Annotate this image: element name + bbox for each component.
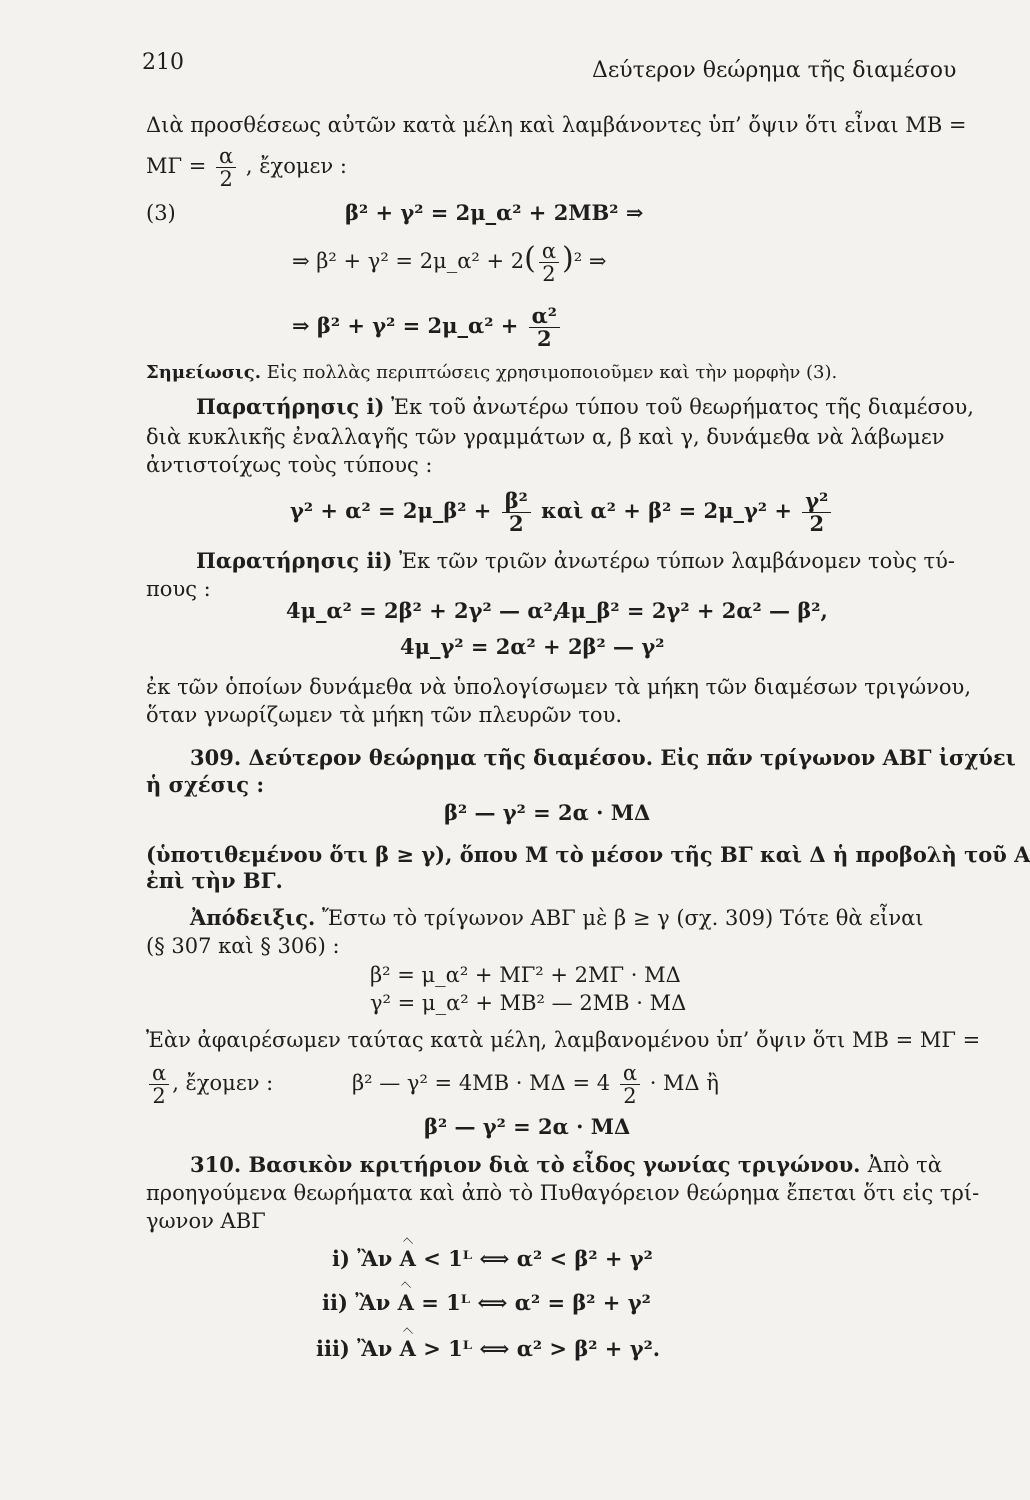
page-number: 210 bbox=[142, 50, 184, 75]
criterion-1: i) Ἂν Α < 1ᴸ ⟺ α² < β² + γ² bbox=[332, 1246, 653, 1271]
section-310-line-2: προηγούμενα θεωρήματα καὶ ἀπὸ τὸ Πυθαγόρειον θεώρημα ἔπεται ὅτι εἰς τρί- bbox=[146, 1181, 980, 1205]
section-309-line-2: ἡ σχέσις : bbox=[146, 772, 265, 797]
section-309-formula: β² — γ² = 2α · ΜΔ bbox=[444, 800, 651, 825]
angle-hat: Α bbox=[399, 1246, 416, 1271]
remark2-line-1: Παρατήρησις ii) Ἐκ τῶν τριῶν ἀνωτέρω τύπων λαμβάνομεν τοὺς τύ- bbox=[196, 548, 955, 573]
intro-line-2-suffix: , ἔχομεν : bbox=[245, 154, 347, 178]
eq3-row-2: ⇒ β² + γ² = 2μ_α² + 2( $\frac{\alpha}{2}$ )² ⇒ bbox=[292, 239, 607, 286]
remark2-line-2: πους : bbox=[146, 577, 211, 601]
note-title: Σημείωσις. bbox=[146, 362, 261, 383]
intro-line-1: Διὰ προσθέσεως αὐτῶν κατὰ μέλη καὶ λαμβάνοντες ὑπ’ ὄψιν ὅτι εἶναι ΜΒ = bbox=[146, 113, 967, 137]
proof-line-1: Ἀπόδειξις. Ἔστω τὸ τρίγωνον ΑΒΓ μὲ β ≥ γ (σχ. 309) Τότε θὰ εἶναι bbox=[190, 905, 924, 930]
eq3-row-3: ⇒ β² + γ² = 2μ_α² + $\frac{\text{α²}}{2}$ bbox=[292, 305, 563, 350]
remark1-line-1: Παρατήρησις i) Ἐκ τοῦ ἀνωτέρω τύπου τοῦ θεωρήματος τῆς διαμέσου, bbox=[196, 394, 974, 419]
remark2-line-4: ὅταν γνωρίζωμεν τὰ μήκη τῶν πλευρῶν του. bbox=[146, 703, 623, 727]
proof-line-2: (§ 307 καὶ § 306) : bbox=[146, 934, 340, 958]
angle-hat: Α bbox=[399, 1336, 416, 1361]
proof-line-5: Ἐὰν ἀφαιρέσωμεν ταύτας κατὰ μέλη, λαμβανομένου ὑπ’ ὄψιν ὅτι ΜΒ = ΜΓ = bbox=[146, 1028, 981, 1052]
intro-fraction: $\frac{\alpha}{2}$ bbox=[216, 145, 236, 190]
proof-line-6-eq: β² — γ² = 4ΜΒ · ΜΔ = 4 $\frac{\alpha}{2}$ · ΜΔ ἢ bbox=[352, 1061, 719, 1108]
intro-line-2-prefix: ΜΓ = bbox=[146, 154, 207, 178]
angle-hat: Α bbox=[397, 1290, 414, 1315]
section-309-line-3: (ὑποτιθεμένου ὅτι β ≥ γ), ὅπου Μ τὸ μέσον τῆς ΒΓ καὶ Δ ἡ προβολὴ τοῦ Α bbox=[146, 842, 1030, 867]
criterion-2: ii) Ἂν Α = 1ᴸ ⟺ α² = β² + γ² bbox=[322, 1290, 651, 1315]
remark1-formulas: γ² + α² = 2μ_β² + $\frac{\text{β²}}{2}$ καὶ α² + β² = 2μ_γ² + $\frac{\text{γ²}}{2}$ bbox=[290, 490, 834, 535]
criterion-3: iii) Ἂν Α > 1ᴸ ⟺ α² > β² + γ². bbox=[316, 1336, 661, 1361]
eq3-label: (3) bbox=[146, 201, 176, 225]
running-title: Δεύτερον θεώρημα τῆς διαμέσου bbox=[592, 58, 957, 83]
proof-eq-a: β² = μ_α² + ΜΓ² + 2ΜΓ · ΜΔ bbox=[370, 963, 681, 987]
section-310-line-3: γωνον ΑΒΓ bbox=[146, 1209, 266, 1233]
intro-line-2 bbox=[146, 145, 347, 190]
section-310-title: 310. Βασικὸν κριτήριον διὰ τὸ εἶδος γωνίας τριγώνου. Ἀπὸ τὰ bbox=[190, 1152, 942, 1177]
note-text: Εἰς πολλὰς περιπτώσεις χρησιμοποιοῦμεν καὶ τὴν μορφὴν (3). bbox=[266, 362, 838, 383]
remark2-formula-3: 4μ_γ² = 2α² + 2β² — γ² bbox=[400, 634, 665, 659]
proof-eq-b: γ² = μ_α² + ΜΒ² — 2ΜΒ · ΜΔ bbox=[370, 991, 687, 1015]
remark2-line-3: ἐκ τῶν ὁποίων δυνάμεθα νὰ ὑπολογίσωμεν τὰ μήκη τῶν διαμέσων τριγώνου, bbox=[146, 675, 971, 699]
proof-result: β² — γ² = 2α · ΜΔ bbox=[424, 1114, 631, 1139]
remark1-line-3: ἀντιστοίχως τοὺς τύπους : bbox=[146, 453, 433, 477]
remark2-formula-2: 4μ_β² = 2γ² + 2α² — β², bbox=[556, 598, 828, 623]
note bbox=[146, 360, 837, 386]
remark1-line-2: διὰ κυκλικῆς ἐναλλαγῆς τῶν γραμμάτων α, β καὶ γ, δυνάμεθα νὰ λάβωμεν bbox=[146, 425, 945, 449]
eq3-row-1: β² + γ² = 2μ_α² + 2ΜΒ² ⇒ bbox=[345, 200, 644, 225]
section-309-title: 309. Δεύτερον θεώρημα τῆς διαμέσου. Εἰς πᾶν τρίγωνον ΑΒΓ ἰσχύει bbox=[190, 745, 1016, 770]
section-309-line-4: ἐπὶ τὴν ΒΓ. bbox=[146, 868, 283, 893]
remark2-formula-1: 4μ_α² = 2β² + 2γ² — α², bbox=[286, 598, 560, 623]
proof-line-6: $\frac{\alpha}{2}$ , ἔχομεν : bbox=[146, 1062, 273, 1107]
